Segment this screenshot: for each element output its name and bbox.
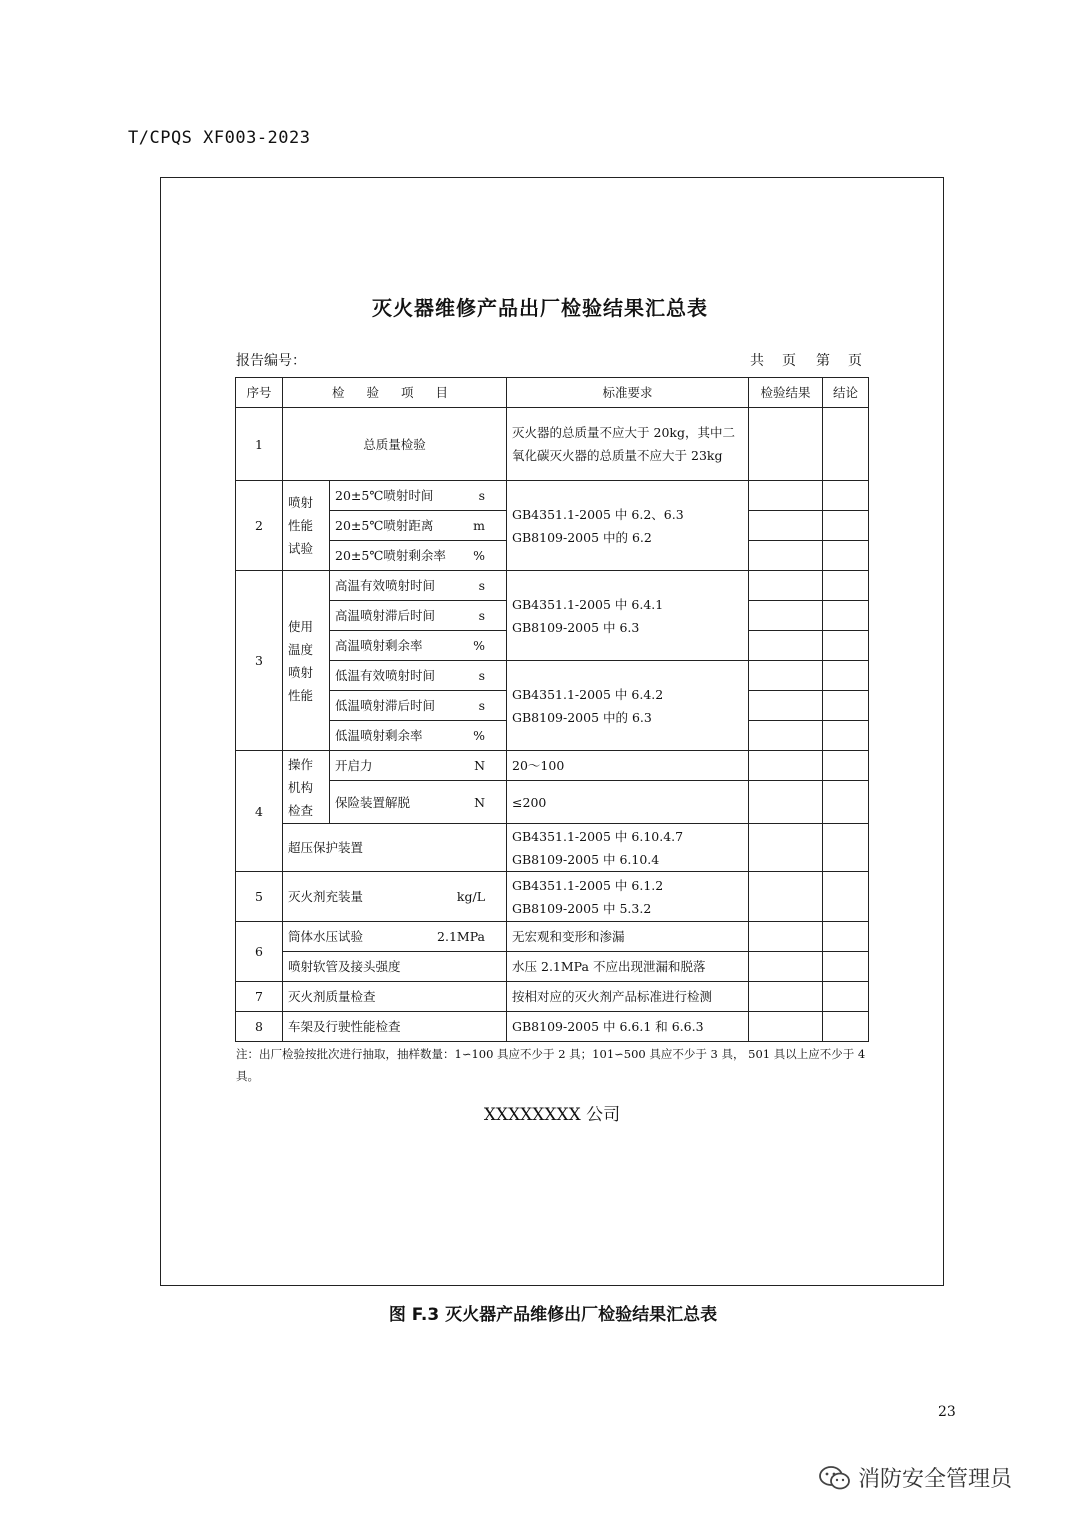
header-conclusion: 结论 <box>823 378 869 408</box>
conclusion-cell[interactable] <box>823 721 869 751</box>
page-number: 23 <box>938 1404 956 1420</box>
standard-cell: 灭火器的总质量不应大于 20kg，其中二氧化碳灭火器的总质量不应大于 23kg <box>507 408 749 481</box>
figure-caption: 图 F.3 灭火器产品维修出厂检验结果汇总表 <box>388 1305 718 1325</box>
standard-cell: 按相对应的灭火剂产品标准进行检测 <box>507 982 749 1012</box>
seq-cell: 6 <box>236 922 283 982</box>
conclusion-cell[interactable] <box>823 571 869 601</box>
result-cell[interactable] <box>749 481 823 511</box>
inspection-table <box>235 377 869 1042</box>
standard-cell: GB4351.1-2005 中 6.2、6.3 GB8109-2005 中的 6.2 <box>507 481 749 571</box>
standard-cell: ≤200 <box>507 781 749 824</box>
result-cell[interactable] <box>749 751 823 781</box>
total-pages-label: 共 页 <box>750 353 798 369</box>
result-cell[interactable] <box>749 952 823 982</box>
seq-cell: 5 <box>236 872 283 922</box>
header-standard: 标准要求 <box>507 378 749 408</box>
item-cell: 20±5℃喷射距离 m <box>330 511 507 541</box>
company-name: XXXXXXXX 公司 <box>483 1105 621 1125</box>
form-title: 灭火器维修产品出厂检验结果汇总表 <box>372 296 708 320</box>
item-cell: 车架及行驶性能检查 <box>283 1012 507 1042</box>
table-row <box>236 408 869 481</box>
standard-cell: GB4351.1-2005 中 6.4.1 GB8109-2005 中 6.3 <box>507 571 749 661</box>
result-cell[interactable] <box>749 631 823 661</box>
conclusion-cell[interactable] <box>823 691 869 721</box>
conclusion-cell[interactable] <box>823 751 869 781</box>
watermark <box>818 1462 1012 1493</box>
standard-cell: 水压 2.1MPa 不应出现泄漏和脱落 <box>507 952 749 982</box>
table-row <box>236 982 869 1012</box>
standard-cell: GB4351.1-2005 中 6.4.2 GB8109-2005 中的 6.3 <box>507 661 749 751</box>
item-cell: 20±5℃喷射时间 s <box>330 481 507 511</box>
item-cell: 低温喷射滞后时间 s <box>330 691 507 721</box>
table-row <box>236 661 869 691</box>
watermark-text: 消防安全管理员 <box>858 1467 1013 1492</box>
conclusion-cell[interactable] <box>823 1012 869 1042</box>
item-cell: 20±5℃喷射剩余率 % <box>330 541 507 571</box>
table-row <box>236 571 869 601</box>
conclusion-cell[interactable] <box>823 661 869 691</box>
table-row <box>236 824 869 872</box>
table-header-row <box>236 378 869 408</box>
table-row <box>236 481 869 511</box>
conclusion-cell[interactable] <box>823 481 869 511</box>
header-seq: 序号 <box>236 378 283 408</box>
page-label: 第 页 <box>816 353 864 369</box>
item-cell: 高温有效喷射时间 s <box>330 571 507 601</box>
standard-cell: GB8109-2005 中 6.6.1 和 6.6.3 <box>507 1012 749 1042</box>
result-cell[interactable] <box>749 922 823 952</box>
seq-cell: 2 <box>236 481 283 571</box>
conclusion-cell[interactable] <box>823 781 869 824</box>
seq-cell: 3 <box>236 571 283 751</box>
table-row <box>236 1012 869 1042</box>
table-row <box>236 872 869 922</box>
result-cell[interactable] <box>749 781 823 824</box>
conclusion-cell[interactable] <box>823 511 869 541</box>
standard-cell: GB4351.1-2005 中 6.1.2 GB8109-2005 中 5.3.2 <box>507 872 749 922</box>
item-cell: 灭火剂充装量 kg/L <box>283 872 507 922</box>
standard-cell: 无宏观和变形和渗漏 <box>507 922 749 952</box>
table-row <box>236 922 869 952</box>
group-cell: 喷射性能试验 <box>283 481 330 571</box>
item-cell: 灭火剂质量检查 <box>283 982 507 1012</box>
conclusion-cell[interactable] <box>823 872 869 922</box>
result-cell[interactable] <box>749 872 823 922</box>
seq-cell: 8 <box>236 1012 283 1042</box>
result-cell[interactable] <box>749 691 823 721</box>
table-note: 注：出厂检验按批次进行抽取，抽样数量：1∽100 具应不少于 2 具；101∽500 具应不少于 3 具， 501 具以上应不少于 4 具。 <box>236 1047 866 1083</box>
result-cell[interactable] <box>749 982 823 1012</box>
table-row <box>236 952 869 982</box>
standard-cell: GB4351.1-2005 中 6.10.4.7 GB8109-2005 中 6.10.4 <box>507 824 749 872</box>
result-cell[interactable] <box>749 601 823 631</box>
result-cell[interactable] <box>749 511 823 541</box>
group-cell: 操作机构检查 <box>283 751 330 824</box>
item-cell: 总质量检验 <box>283 408 507 481</box>
conclusion-cell[interactable] <box>823 982 869 1012</box>
item-cell: 保险装置解脱 N <box>330 781 507 824</box>
page-count <box>750 350 882 370</box>
item-cell: 筒体水压试验 2.1MPa <box>283 922 507 952</box>
report-no-label: 报告编号： <box>236 353 306 369</box>
conclusion-cell[interactable] <box>823 408 869 481</box>
result-cell[interactable] <box>749 541 823 571</box>
table-row <box>236 781 869 824</box>
item-cell: 开启力 N <box>330 751 507 781</box>
group-cell: 使用温度喷射性能 <box>283 571 330 751</box>
table-row <box>236 751 869 781</box>
conclusion-cell[interactable] <box>823 922 869 952</box>
item-cell: 超压保护装置 <box>283 824 507 872</box>
item-cell: 低温喷射剩余率 % <box>330 721 507 751</box>
result-cell[interactable] <box>749 721 823 751</box>
conclusion-cell[interactable] <box>823 952 869 982</box>
conclusion-cell[interactable] <box>823 541 869 571</box>
item-cell: 高温喷射滞后时间 s <box>330 601 507 631</box>
header-item: 检 验 项 目 <box>283 378 507 408</box>
result-cell[interactable] <box>749 408 823 481</box>
wechat-icon <box>818 1465 852 1491</box>
conclusion-cell[interactable] <box>823 601 869 631</box>
standard-cell: 20～100 <box>507 751 749 781</box>
result-cell[interactable] <box>749 661 823 691</box>
item-cell: 喷射软管及接头强度 <box>283 952 507 982</box>
seq-cell: 7 <box>236 982 283 1012</box>
result-cell[interactable] <box>749 824 823 872</box>
header-result: 检验结果 <box>749 378 823 408</box>
conclusion-cell[interactable] <box>823 824 869 872</box>
standard-code: T/CPQS XF003-2023 <box>128 128 311 148</box>
item-cell: 低温有效喷射时间 s <box>330 661 507 691</box>
seq-cell: 4 <box>236 751 283 872</box>
item-cell: 高温喷射剩余率 % <box>330 631 507 661</box>
conclusion-cell[interactable] <box>823 631 869 661</box>
seq-cell: 1 <box>236 408 283 481</box>
result-cell[interactable] <box>749 1012 823 1042</box>
result-cell[interactable] <box>749 571 823 601</box>
